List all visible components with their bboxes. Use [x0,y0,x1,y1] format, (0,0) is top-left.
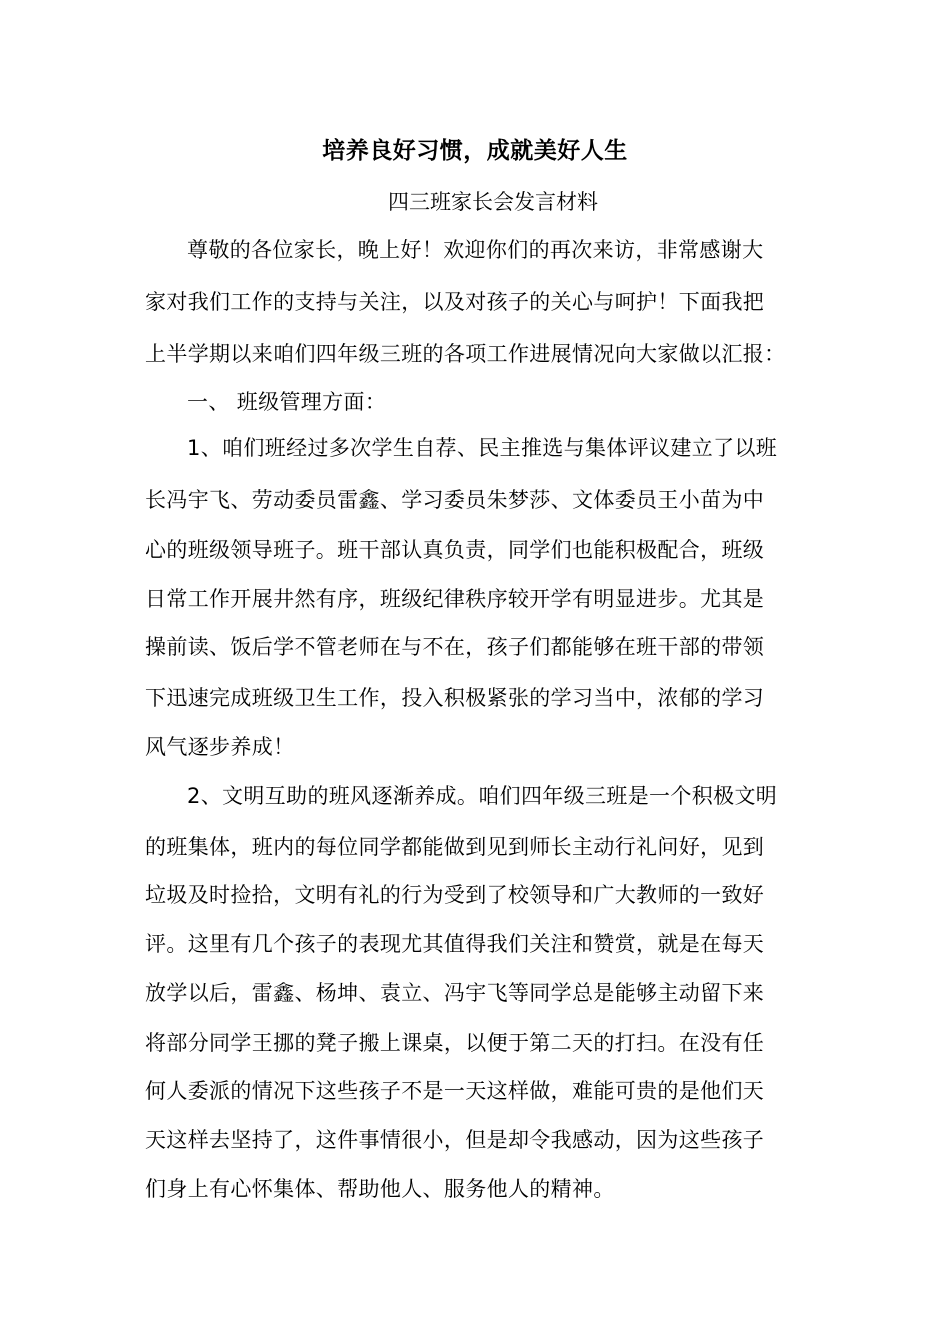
text-line: 尊敬的各位家长，晚上好！欢迎你们的再次来访，非常感谢大 [187,238,764,262]
text-line: 日常工作开展井然有序，班级纪律秩序较开学有明显进步。尤其是 [145,587,765,611]
document-title: 培养良好习惯，成就美好人生 [322,138,628,164]
text-line: 家对我们工作的支持与关注，以及对孩子的关心与呵护！下面我把 [145,290,765,314]
text-line: 天这样去坚持了，这件事情很小，但是却令我感动，因为这些孩子 [145,1128,765,1152]
text-line: 长冯宇飞、劳动委员雷鑫、学习委员朱梦莎、文体委员王小苗为中 [145,488,765,512]
text-line: 风气逐步养成！ [145,735,295,759]
text-line: 们身上有心怀集体、帮助他人、服务他人的精神。 [145,1177,615,1201]
text-line: 放学以后，雷鑫、杨坤、袁立、冯宇飞等同学总是能够主动留下来 [145,981,765,1005]
text-line: 下迅速完成班级卫生工作，投入积极紧张的学习当中，浓郁的学习 [145,686,765,710]
text-line: 的班集体，班内的每位同学都能做到见到师长主动行礼问好，见到 [145,835,765,859]
text-line: 评。这里有几个孩子的表现尤其值得我们关注和赞赏，就是在每天 [145,932,765,956]
section-heading: 一、 班级管理方面： [187,390,387,414]
text-line: 1、咱们班经过多次学生自荐、民主推选与集体评议建立了以班 [187,436,778,460]
text-line: 操前读、饭后学不管老师在与不在，孩子们都能够在班干部的带领 [145,635,765,659]
document-subtitle: 四三班家长会发言材料 [388,190,598,214]
text-line: 何人委派的情况下这些孩子不是一天这样做，难能可贵的是他们天 [145,1079,765,1103]
text-line: 2、文明互助的班风逐渐养成。咱们四年级三班是一个积极文明 [187,784,778,808]
text-line: 垃圾及时捡拾，文明有礼的行为受到了校领导和广大教师的一致好 [145,883,765,907]
text-line: 上半学期以来咱们四年级三班的各项工作进展情况向大家做以汇报： [145,342,786,366]
text-line: 将部分同学王挪的凳子搬上课桌，以便于第二天的打扫。在没有任 [145,1031,765,1055]
text-line: 心的班级领导班子。班干部认真负责，同学们也能积极配合，班级 [145,538,765,562]
